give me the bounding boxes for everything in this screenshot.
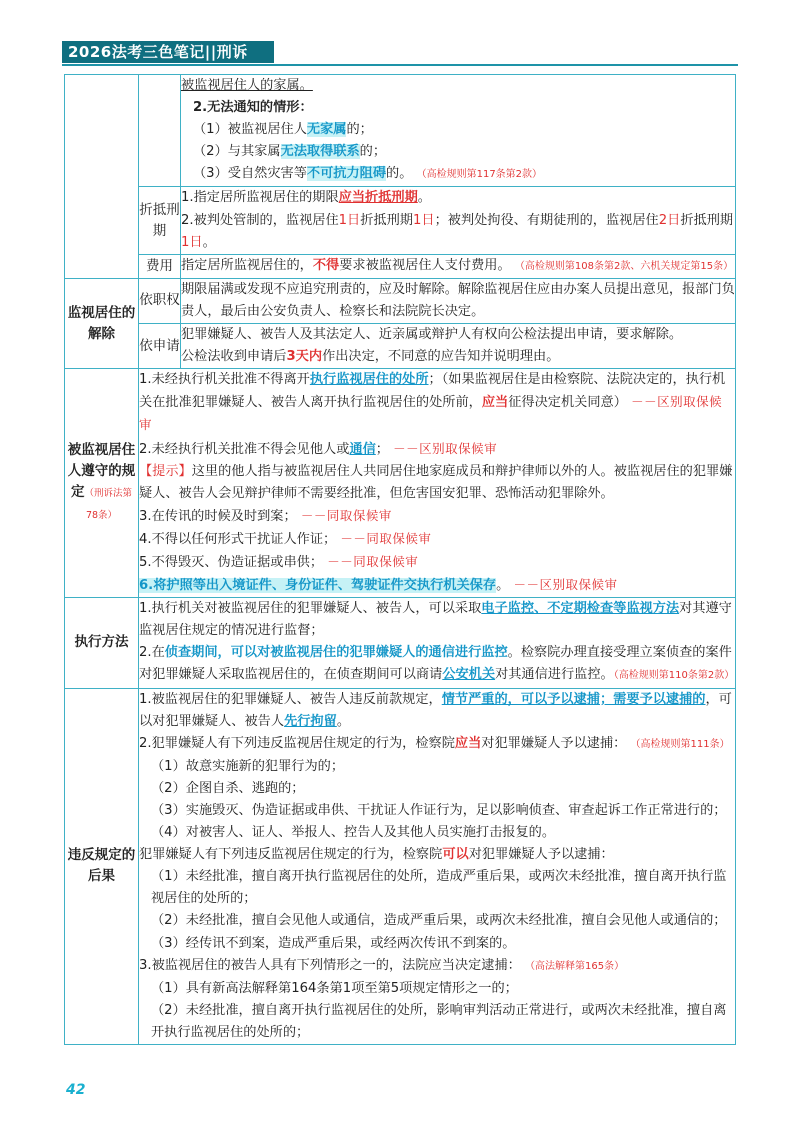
text-line: 2.被判处管制的，监视居住1日折抵刑期1日；被判处拘役、有期徒刑的，监视居住2日折抵刑期1日。: [181, 212, 734, 250]
list-item: （4）对被害人、证人、举报人、控告人及其他人员实施打击报复的。: [151, 825, 556, 841]
sub-cell-empty: [139, 75, 181, 187]
cross-reference: －－同取保候审: [300, 507, 392, 523]
highlight: 情节严重的，可以予以逮捕；需要予以逮捕的: [441, 691, 706, 707]
text-line: 公检法收到申请后3天内作出决定，不同意的应告知并说明理由。: [181, 349, 560, 365]
emphasis: 应当折抵刑期: [338, 190, 418, 206]
section-cell-continued: [65, 75, 139, 279]
highlight: 无法取得联系: [280, 144, 360, 160]
table-row: [65, 254, 736, 278]
table-row: [65, 688, 736, 1045]
exec-cell: [139, 598, 736, 688]
violate-cell: [139, 688, 736, 1045]
list-item: （3）经传讯不到案，造成严重后果，或经两次传讯不到案的。: [151, 935, 516, 951]
list-item: 2.未经执行机关批准不得会见他人或通信； －－区别取保候审: [139, 440, 498, 457]
list-item: （2）与其家属无法取得联系的；: [193, 144, 387, 160]
header-divider: [62, 64, 738, 66]
text-line: [181, 75, 735, 97]
list-item: （1）被监视居住人无家属的；: [193, 122, 373, 138]
comply-cell: [139, 369, 736, 598]
highlight: 执行监视居住的处所: [309, 372, 429, 388]
table-row: [65, 75, 736, 187]
text-line: 指定居所监视居住的，不得要求被监视居住人支付费用。 （高检规则第108条第2款、六机关规定第15条）: [181, 257, 734, 273]
table-row: [65, 187, 736, 254]
list-item: 2.犯罪嫌疑人有下列违反监视居住规定的行为，检察院应当对犯罪嫌疑人予以逮捕： （高检规则第111条）: [139, 735, 730, 751]
table-row: [65, 598, 736, 688]
table-row: [65, 278, 736, 323]
section-title-violate: 违反规定的后果: [65, 688, 139, 1045]
list-item: （1）未经批准，擅自离开执行监视居住的处所，造成严重后果，或两次未经批准，擅自离开执行监视居住的处所的；: [151, 869, 727, 907]
citation-note: （高法解释第165条）: [525, 960, 625, 972]
sub-label-on-application: 依申请: [139, 324, 181, 369]
cross-reference: －－区别取保候审: [513, 577, 618, 593]
text-line: [181, 97, 735, 119]
citation-note: （高检规则第108条第2款、六机关规定第15条）: [514, 260, 734, 272]
list-item: （2）企图自杀、逃跑的；: [151, 780, 305, 796]
notes-table: [64, 74, 736, 1045]
cross-reference: －－区别取保候审: [393, 440, 498, 456]
section-title-comply: [65, 369, 139, 598]
list-item: （1）具有新高法解释第164条第1项至第5项规定情形之一的；: [151, 980, 518, 996]
cross-reference: －－区别取保候审: [139, 394, 723, 433]
highlight: 无家属: [306, 122, 347, 138]
table-row: [65, 369, 736, 598]
text-line: 犯罪嫌疑人、被告人及其法定人、近亲属或辩护人有权向公检法提出申请，要求解除。: [181, 327, 683, 343]
list-item: 6.将护照等出入境证件、身份证件、驾驶证件交执行机关保存。 －－区别取保候审: [139, 577, 618, 594]
page-header-title: 2026法考三色笔记||刑诉: [62, 41, 274, 63]
section-title-exec: 执行方法: [65, 598, 139, 688]
highlight: 侦查期间，可以对被监视居住的犯罪嫌疑人的通信进行监控: [164, 645, 508, 661]
list-item: （2）未经批准，擅自会见他人或通信，造成严重后果，或两次未经批准，擅自会见他人或通信的；: [151, 913, 727, 929]
release-application-cell: [181, 324, 736, 369]
citation-note: （高检规则第110条第2款）: [613, 670, 735, 682]
highlight: 通信: [349, 441, 376, 457]
list-item: 1.执行机关对被监视居住的犯罪嫌疑人、被告人，可以采取电子监控、不定期检查等监视方法对其遵守监视居住规定的情况进行监督；: [139, 601, 732, 639]
list-item: （3）受自然灾害等不可抗力阻碍的。 （高检规则第117条第2款）: [193, 166, 543, 182]
section-title: 被监视居住人遵守的规定: [67, 442, 136, 501]
list-item: （2）未经批准，擅自离开执行监视居住的处所，影响审判活动正常进行，或两次未经批准，擅自离开执行监视居住的处所的；: [151, 1002, 727, 1040]
list-item: 4.不得以任何形式干扰证人作证； －－同取保候审: [139, 530, 432, 547]
citation-note: （刑诉法第78条）: [84, 488, 132, 522]
emphasis: 3天内: [286, 349, 323, 365]
cross-reference: －－同取保候审: [327, 553, 419, 569]
release-ex-officio-cell: 期限届满或发现不应追究刑责的，应及时解除。解除监视居住应由办案人员提出意见，报部门负责人，最后由公安负责人、检察长和法院院长决定。: [181, 278, 736, 323]
list-item: 1.未经执行机关批准不得离开执行监视居住的处所；（如果监视居住是由检察院、法院决定的，执行机关在批准犯罪嫌疑人、被告人离开执行监视居住的处所前，应当征得决定机关同意） －－区别取保候审: [139, 372, 726, 433]
subheading: 2.无法通知的情形：: [193, 100, 313, 116]
tip-label: 【提示】: [139, 463, 192, 479]
text-line: 1.指定居所监视居住的期限应当折抵刑期。: [181, 190, 431, 206]
list-item: 1.被监视居住的犯罪嫌疑人、被告人违反前款规定，情节严重的，可以予以逮捕；需要予以逮捕的，可以对犯罪嫌疑人、被告人先行拘留。: [139, 691, 732, 729]
highlight: 先行拘留: [284, 713, 337, 729]
offset-cell: [181, 187, 736, 254]
cross-reference: －－同取保候审: [340, 530, 432, 546]
sub-label-ex-officio: 依职权: [139, 278, 181, 323]
highlight: 电子监控、不定期检查等监视方法: [481, 601, 680, 617]
tip-paragraph: 【提示】这里的他人指与被监视居住人共同居住地家庭成员和辩护律师以外的人。被监视居住的犯罪嫌疑人、被告人会见辩护律师不需要经批准，但危害国安犯罪、恐怖活动犯罪除外。: [139, 463, 733, 501]
list-item: （3）实施毁灭、伪造证据或串供、干扰证人作证行为，足以影响侦查、审查起诉工作正常进行的；: [151, 803, 727, 818]
highlight: 不可抗力阻碍: [306, 166, 387, 182]
sub-label-offset: 折抵刑期: [139, 187, 181, 254]
text: 被监视居住人的家属。: [181, 78, 313, 93]
sub-label-fee: 费用: [139, 254, 181, 278]
emphasis: 不得: [312, 257, 340, 273]
list-item: 犯罪嫌疑人有下列违反监视居住规定的行为，检察院可以对犯罪嫌疑人予以逮捕：: [139, 847, 614, 863]
highlight: 公安机关: [442, 667, 496, 683]
notify-continued-cell: [181, 75, 736, 187]
fee-cell: [181, 254, 736, 278]
citation-note: （高检规则第111条）: [630, 738, 730, 750]
citation-note: （高检规则第117条第2款）: [416, 169, 543, 181]
page-number: 42: [66, 1082, 86, 1098]
list-item: 5.不得毁灭、伪造证据或串供； －－同取保候审: [139, 553, 419, 570]
highlight: 将护照等出入境证件、身份证件、驾驶证件交执行机关保存: [153, 578, 497, 594]
emphasis: 可以: [442, 847, 469, 863]
list-item: 3.被监视居住的被告人具有下列情形之一的，法院应当决定逮捕： （高法解释第165条）: [139, 957, 625, 973]
section-title-release: 监视居住的解除: [65, 278, 139, 368]
list-item: 2.在侦查期间，可以对被监视居住的犯罪嫌疑人的通信进行监控。检察院办理直接受理立案侦查的案件对犯罪嫌疑人采取监视居住的，在侦查期间可以商请公安机关对其通信进行监控。（高检规则第110条第2款）: [139, 645, 735, 683]
table-row: [65, 324, 736, 369]
list-item: 3.在传讯的时候及时到案； －－同取保候审: [139, 507, 392, 524]
emphasis: 应当: [454, 735, 482, 751]
list-item: （1）故意实施新的犯罪行为的；: [151, 758, 345, 774]
